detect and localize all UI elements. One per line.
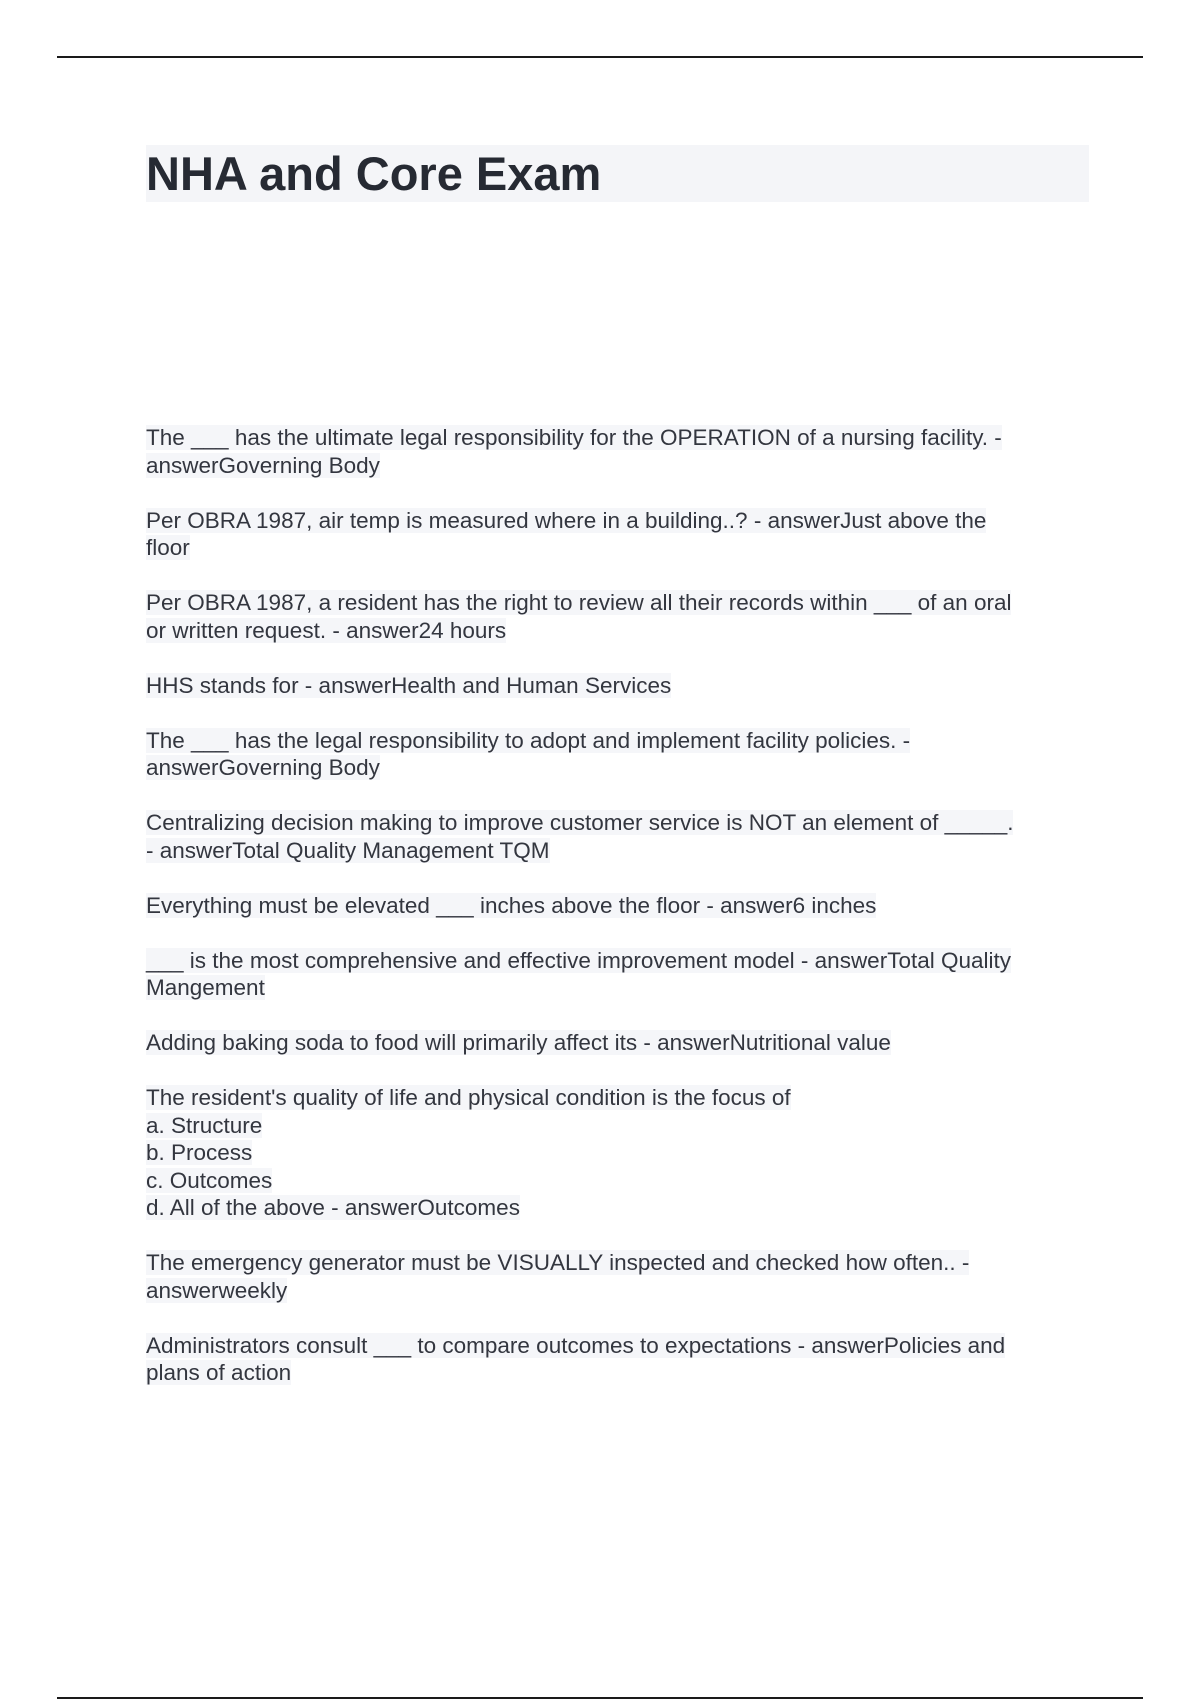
qa-text: Administrators consult ___ to compare outcomes to expectations - answerPolicies and plans of action [146,1332,1006,1385]
qa-text: The ___ has the ultimate legal responsibility for the OPERATION of a nursing facility. - answerGoverning Body [146,425,1002,478]
qa-text: Centralizing decision making to improve customer service is NOT an element of _____. - answerTotal Quality Management TQM [146,810,1014,863]
qa-text: ___ is the most comprehensive and effective improvement model - answerTotal Quality Mangement [146,947,1011,1000]
bottom-rule [57,1697,1143,1699]
top-rule [57,56,1143,58]
qa-text: Everything must be elevated ___ inches above the floor - answer6 inches [146,892,877,918]
qa-item [146,727,1086,782]
qa-text: The emergency generator must be VISUALLY inspected and checked how often.. - answerweekly [146,1250,970,1303]
qa-text: Adding baking soda to food will primarily affect its - answerNutritional value [146,1030,891,1055]
qa-item [146,589,1086,644]
qa-text: Per OBRA 1987, air temp is measured where in a building..? - answerJust above the floor [146,507,987,560]
qa-text: Per OBRA 1987, a resident has the right to review all their records within ___ of an oral or written request. - answer24 hours [146,590,1012,643]
qa-item [146,1249,1086,1304]
qa-text: The resident's quality of life and physical condition is the focus of a. Structure b. Process c. Outcomes d. All of the above - answerOutcomes [146,1085,791,1220]
qa-item [146,947,1086,1002]
qa-item [146,424,1086,479]
qa-item [146,672,1086,700]
qa-item [146,809,1086,864]
qa-item [146,892,1086,920]
question-answer-list [146,424,1086,1414]
page-title: NHA and Core Exam [146,147,602,200]
qa-text: The ___ has the legal responsibility to adopt and implement facility policies. - answerGoverning Body [146,727,911,780]
qa-item [146,1332,1086,1387]
qa-item [146,507,1086,562]
qa-item [146,1084,1086,1222]
qa-text: HHS stands for - answerHealth and Human Services [146,672,672,698]
qa-item [146,1029,1086,1057]
